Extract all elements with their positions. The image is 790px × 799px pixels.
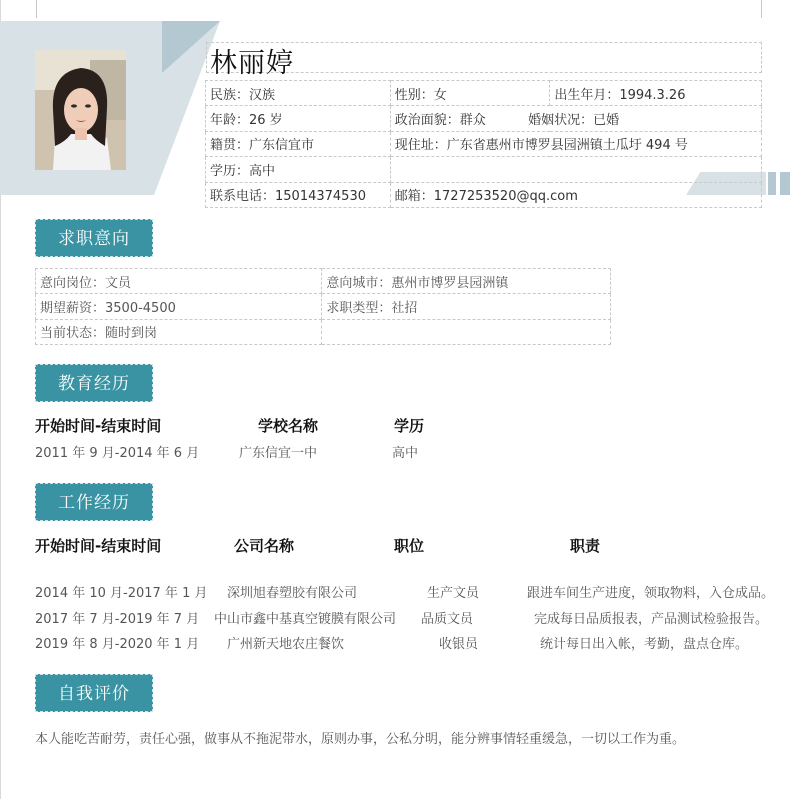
work-row-company: 中山市鑫中基真空镀膜有限公司 <box>214 612 397 627</box>
work-header-period: 开始时间-结束时间 <box>35 537 162 555</box>
empty-cell <box>322 319 611 344</box>
edu-row-period: 2011 年 9 月-2014 年 6 月 <box>35 446 200 461</box>
section-title-self-eval: 自我评价 <box>35 674 153 712</box>
work-row-position: 生产文员 <box>427 586 480 601</box>
political-marital <box>390 106 761 131</box>
gender: 性别：女 <box>390 81 550 106</box>
work-row-company: 广州新天地农庄餐饮 <box>227 637 345 652</box>
work-row-duty: 跟进车间生产进度，领取物料，入仓成品。 <box>527 586 775 601</box>
header-decoration-bar <box>768 172 776 195</box>
phone: 联系电话：15014374530 <box>206 182 391 207</box>
section-title-intention: 求职意向 <box>35 219 153 257</box>
job-type: 求职类型：社招 <box>322 294 611 319</box>
work-header-position: 职位 <box>394 537 425 555</box>
intended-city: 意向城市：惠州市博罗县园洲镇 <box>322 269 611 294</box>
work-row-company: 深圳旭春塑胶有限公司 <box>227 586 358 601</box>
work-row-duty: 统计每日出入帐，考勤，盘点仓库。 <box>540 637 749 652</box>
intention-table <box>35 268 611 345</box>
edu-header-degree: 学历 <box>394 417 425 435</box>
name-box <box>206 42 762 79</box>
self-evaluation-text: 本人能吃苦耐劳，责任心强，做事从不拖泥带水，原则办事，公私分明，能分辨事情轻重缓急，一切以工作为重。 <box>35 732 686 747</box>
education-level: 学历：高中 <box>206 157 391 182</box>
work-row-period: 2017 年 7 月-2019 年 7 月 <box>35 612 200 627</box>
intended-position: 意向岗位：文员 <box>36 269 322 294</box>
work-row-duty: 完成每日品质报表，产品测试检验报告。 <box>534 612 769 627</box>
page-corner-mark <box>36 0 37 18</box>
work-row-period: 2019 年 8 月-2020 年 1 月 <box>35 637 200 652</box>
work-header-company: 公司名称 <box>234 537 295 555</box>
personal-info-table <box>205 80 762 208</box>
age: 年龄：26 岁 <box>206 106 391 131</box>
profile-photo <box>35 50 126 170</box>
work-row-position: 收银员 <box>439 637 479 652</box>
candidate-name: 林丽婷 <box>210 48 294 79</box>
political-status: 政治面貌：群众 <box>394 113 486 129</box>
expected-salary: 期望薪资：3500-4500 <box>36 294 322 319</box>
section-title-education: 教育经历 <box>35 364 153 402</box>
work-header-duty: 职责 <box>570 537 601 555</box>
page-corner-mark <box>761 0 762 18</box>
edu-header-period: 开始时间-结束时间 <box>35 417 162 435</box>
current-status: 当前状态：随时到岗 <box>36 319 322 344</box>
hometown: 籍贯：广东信宜市 <box>206 131 391 156</box>
address: 现住址：广东省惠州市博罗县园洲镇土瓜圩 494 号 <box>390 131 761 156</box>
header-decoration-bar <box>780 172 790 195</box>
work-row-period: 2014 年 10 月-2017 年 1 月 <box>35 586 208 601</box>
section-title-work: 工作经历 <box>35 483 153 521</box>
ethnicity: 民族：汉族 <box>206 81 391 106</box>
marital-status: 婚姻状况：已婚 <box>528 113 620 129</box>
email: 邮箱：1727253520@qq.com <box>390 182 761 207</box>
edu-row-school: 广东信宜一中 <box>239 446 318 461</box>
work-row-position: 品质文员 <box>421 612 474 627</box>
edu-row-degree: 高中 <box>392 446 419 461</box>
empty-cell <box>390 157 761 182</box>
edu-header-school: 学校名称 <box>258 417 319 435</box>
birth-date: 出生年月：1994.3.26 <box>550 81 762 106</box>
